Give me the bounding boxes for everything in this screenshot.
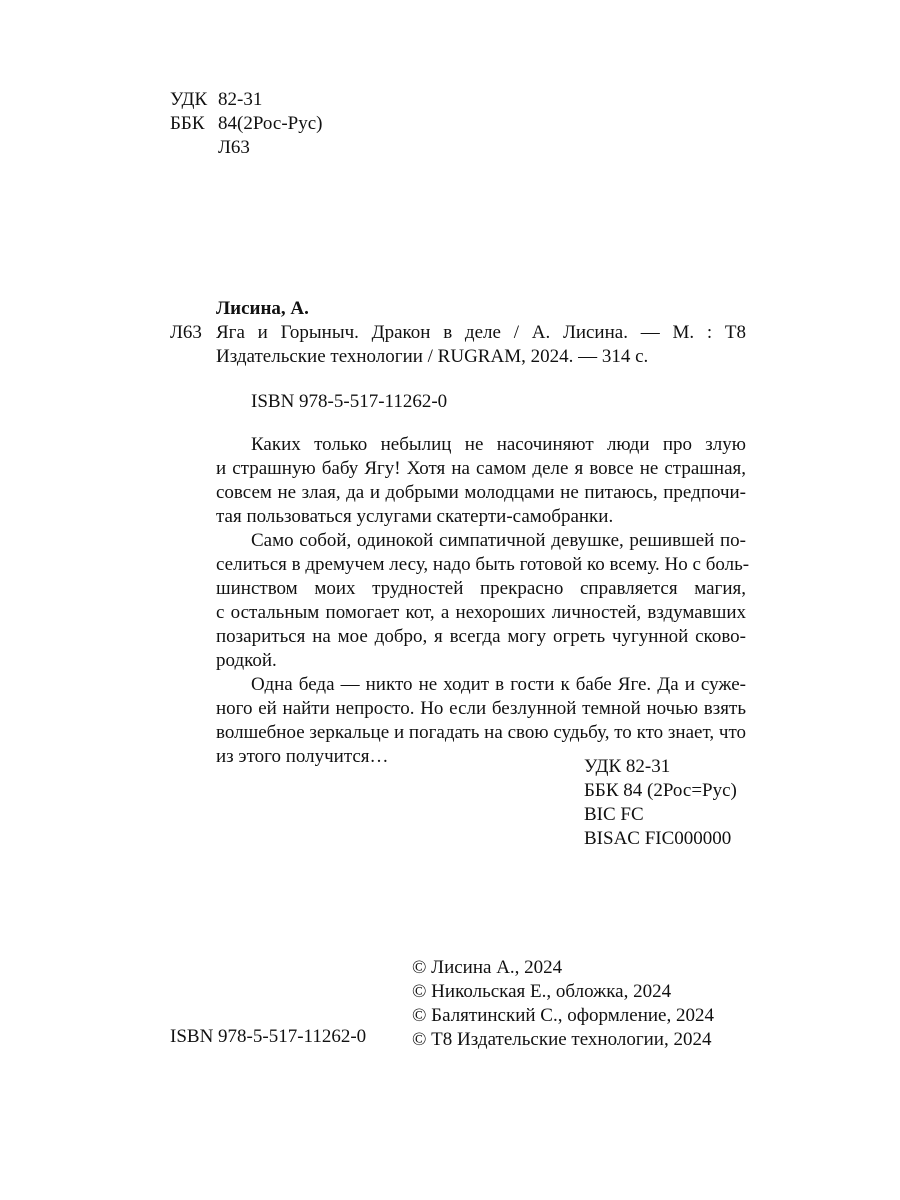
annotation-p1-line-2: и страшную бабу Ягу! Хотя на самом деле я вовсе не страшная,: [216, 458, 746, 479]
record-line-1: Яга и Горыныч. Дракон в деле / А. Лисина. — М. : Т8: [216, 322, 746, 343]
annotation-paragraph-1: [216, 433, 746, 529]
bottom-bisac: BISAC FIC000000: [584, 828, 732, 849]
annotation-p1-line-1: Каких только небылиц не насочиняют люди про злую: [251, 434, 746, 455]
bbk-value: 84(2Рос-Рус): [218, 113, 323, 134]
cutter-line: [170, 136, 322, 160]
record-line-2: Издательские технологии / RUGRAM, 2024. — 314 с.: [216, 346, 649, 367]
copyright-block: [412, 956, 714, 1052]
annotation-p1-line-3: совсем не злая, да и добрыми молодцами не питаюсь, предпочи-: [216, 482, 746, 503]
top-classification-block: [170, 88, 322, 160]
annotation-p3-line-3: волшебное зеркальце и погадать на свою судьбу, то кто знает, что: [216, 722, 746, 743]
udk-label: УДК: [170, 89, 208, 110]
record-cutter-mark: Л63: [170, 322, 202, 343]
udk-value: 82-31: [218, 89, 263, 110]
annotation-p3-line-1: Одна беда — никто не ходит в гости к бабе Яге. Да и суже-: [251, 674, 746, 695]
copyright-publisher: © Т8 Издательские технологии, 2024: [412, 1029, 712, 1050]
bottom-bic: BIC FC: [584, 804, 644, 825]
annotation-p2-line-6: родкой.: [216, 650, 277, 671]
annotation-p2-line-5: позариться на мое добро, я всегда могу огреть чугунной сково-: [216, 626, 746, 647]
bottom-isbn: ISBN 978-5-517-11262-0: [170, 1026, 367, 1047]
record-description: [216, 321, 746, 369]
bottom-bbk: ББК 84 (2Рос=Рус): [584, 780, 737, 801]
annotation-p3-line-2: ного ей найти непросто. Но если безлунной темной ночью взять: [216, 698, 746, 719]
bbk-line: [170, 112, 322, 136]
annotation-p2-line-2: селиться в дремучем лесу, надо быть готовой ко всему. Но с боль-: [216, 554, 750, 575]
copyright-author: © Лисина А., 2024: [412, 957, 563, 978]
annotation-p2-line-1: Само собой, одинокой симпатичной девушке, решившей по-: [251, 530, 746, 551]
annotation-p1-line-4: тая пользоваться услугами скатерти-самобранки.: [216, 506, 614, 527]
copyright-design: © Балятинский С., оформление, 2024: [412, 1005, 714, 1026]
annotation-paragraph-2: [216, 529, 750, 673]
bottom-classification-block: [584, 755, 737, 851]
record-isbn: ISBN 978-5-517-11262-0: [251, 391, 448, 412]
bottom-udk: УДК 82-31: [584, 756, 671, 777]
annotation-p2-line-3: шинством моих трудностей прекрасно справляется магия,: [216, 578, 746, 599]
copyright-cover: © Никольская Е., обложка, 2024: [412, 981, 672, 1002]
annotation: [216, 433, 750, 769]
bbk-label: ББК: [170, 113, 205, 134]
author-heading: Лисина, А.: [216, 298, 309, 319]
annotation-p2-line-4: с остальным помогает кот, а нехороших личностей, вздумавших: [216, 602, 746, 623]
cutter-value: Л63: [218, 137, 250, 158]
udk-line: [170, 88, 322, 112]
annotation-p3-line-4: из этого получится…: [216, 746, 389, 767]
